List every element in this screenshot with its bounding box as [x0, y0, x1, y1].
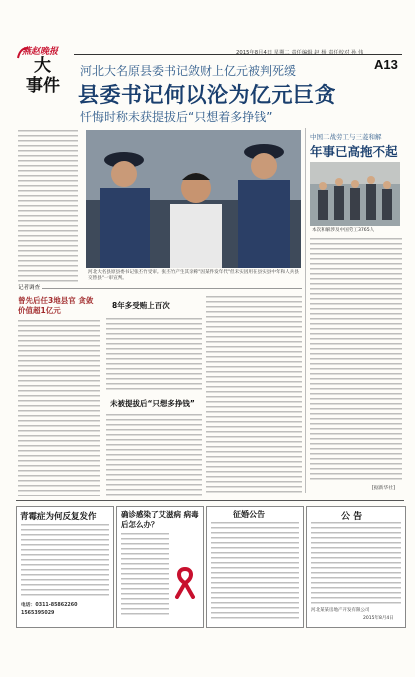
ad-box-2	[116, 506, 204, 628]
side-kicker: 中国二战劳工与三菱和解	[310, 133, 382, 141]
main-headline: 县委书记何以沦为亿元巨贪	[78, 83, 336, 107]
notice-box	[206, 506, 304, 628]
ad-1-phone-2: 1565395029	[21, 611, 55, 616]
side-headline: 年事已高拖不起	[310, 144, 398, 159]
announcement-title: 公 告	[341, 512, 363, 522]
masthead	[16, 44, 74, 100]
byline: 记者调查	[18, 285, 41, 291]
body-text-col-4	[206, 296, 302, 496]
section-label-2: 事件	[26, 76, 60, 96]
side-body-text	[310, 238, 402, 482]
page-number: A13	[374, 57, 398, 72]
ad-1-phone-1: 电话：0311-85862260	[21, 603, 78, 608]
subhead-1: 曾先后任3地县官 贪敛价值超1亿元	[18, 296, 94, 315]
side-photo	[310, 162, 400, 226]
column-divider	[305, 128, 306, 493]
main-kicker: 河北大名原县委书记敛财上亿元被判死缓	[80, 64, 297, 78]
ad-2-text	[121, 533, 169, 617]
side-end-note: [据新华社]	[372, 486, 395, 491]
body-text-col-2a	[18, 320, 100, 496]
section-label-1: 大	[34, 56, 51, 76]
body-text-col-3b	[106, 414, 202, 496]
announcement-signer: 河北某某房地产开发有限公司	[311, 608, 370, 613]
byline-rule	[18, 288, 302, 289]
ad-1-title: 青霉症为何反复发作	[20, 512, 97, 522]
photo-caption: 河北大名县原县委书记张丕竹受审。张丕竹产生其亲称"因某件发年代"但未实因用在县实县中年和人兵县交替县"一审宣判。	[88, 270, 299, 281]
subhead-2: 8年多受贿上百次	[112, 301, 170, 310]
red-ribbon-icon	[173, 567, 197, 599]
body-text-col-3a	[106, 318, 202, 390]
court-photo	[86, 130, 301, 268]
ad-box-1	[16, 506, 114, 628]
announcement-date: 2015年8月4日	[363, 616, 394, 621]
ad-1-text	[21, 524, 109, 598]
issue-meta: 2015年8月4日 星期二 责任编辑 赵 杨 责任校对 孙 伟	[236, 50, 364, 56]
announcement-box	[306, 506, 406, 628]
announcement-text	[311, 522, 401, 604]
swoosh-icon	[16, 46, 30, 60]
ad-2-title: 确诊感染了艾滋病 病毒后怎么办？	[121, 510, 199, 529]
main-subhead: 忏悔时称未获提拔后“只想着多挣钱”	[80, 110, 273, 124]
notice-title: 征婚公告	[233, 510, 265, 519]
notice-text	[211, 522, 299, 620]
brand-logo: 燕赵晚报	[22, 47, 59, 57]
bottom-rule	[16, 500, 404, 501]
side-photo-caption: 本次和解涉及中国劳工3765人	[312, 228, 375, 233]
subhead-3: 未被提拔后“只想多挣钱”	[110, 399, 195, 408]
body-text-col-1	[18, 130, 78, 282]
